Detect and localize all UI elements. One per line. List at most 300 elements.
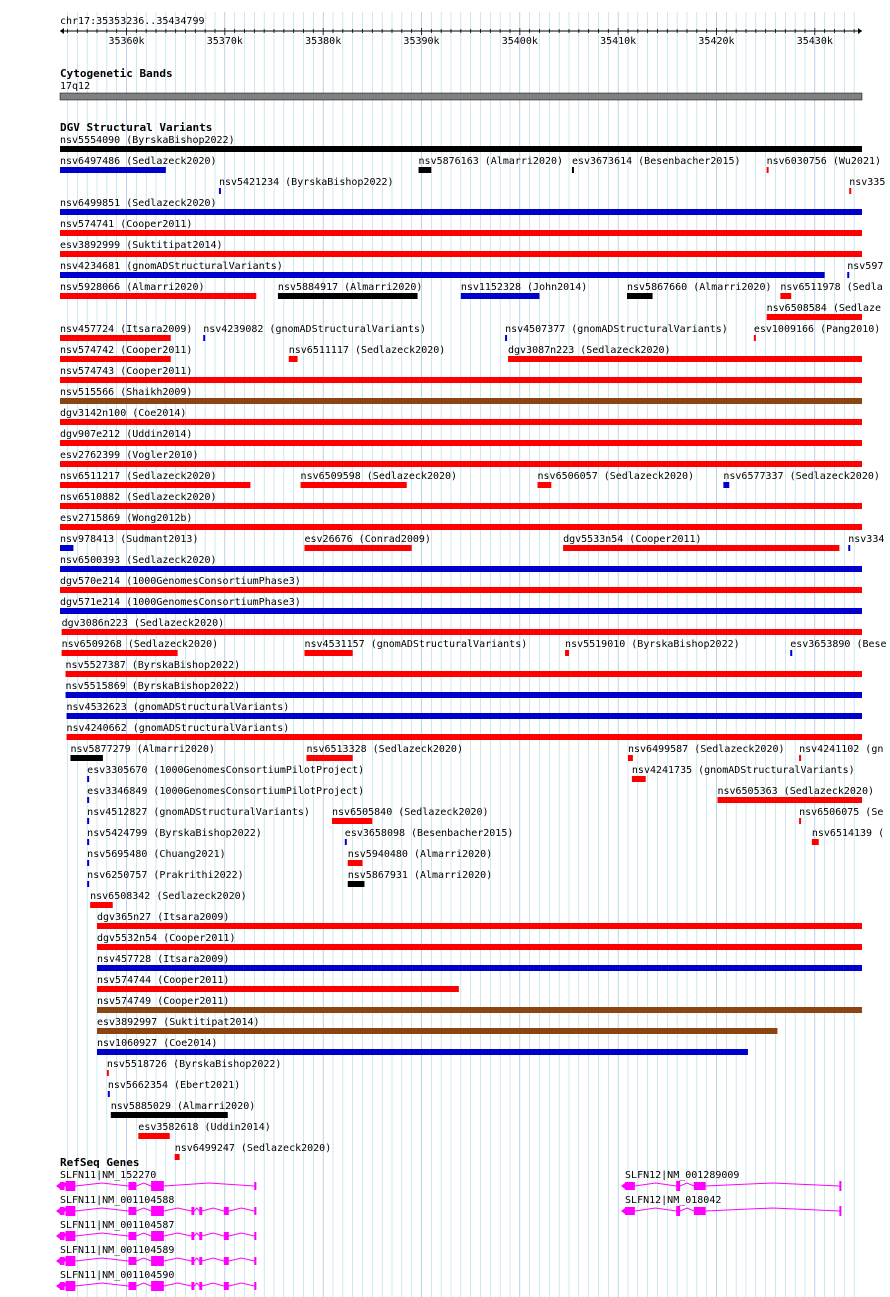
strand-arrow-icon	[621, 1208, 625, 1214]
dgv-variant[interactable]	[97, 996, 862, 1013]
variant-label: nsv4532623 (gnomADStructuralVariants)	[66, 702, 290, 713]
variant-label: nsv5527387 (ByrskaBishop2022)	[65, 660, 241, 671]
dgv-variant[interactable]	[278, 282, 423, 299]
variant-label: nsv574741 (Cooper2011)	[60, 219, 193, 230]
dgv-variant[interactable]	[97, 1038, 748, 1055]
gene-label: SLFN11|NM_152270	[60, 1170, 157, 1181]
dgv-track	[60, 121, 887, 1160]
variant-label: nsv5877279 (Almarri2020)	[70, 744, 215, 755]
ruler-tick-label: 35400k	[501, 36, 538, 47]
variant-label: nsv6497486 (Sedlazeck2020)	[60, 156, 217, 167]
variant-label: esv3582618 (Uddin2014)	[138, 1122, 271, 1133]
variant-label: dgv571e214 (1000GenomesConsortiumPhase3)	[60, 597, 301, 608]
variant-label: dgv3087n223 (Sedlazeck2020)	[508, 345, 671, 356]
dgv-variant[interactable]	[780, 282, 882, 299]
variant-bar[interactable]	[60, 146, 862, 152]
variant-bar[interactable]	[847, 272, 849, 278]
variant-label: nsv6508342 (Sedlazeck2020)	[90, 891, 247, 902]
variant-label: esv3346849 (1000GenomesConsortiumPilotProject)	[87, 786, 365, 797]
variant-label: esv1009166 (Pang2010)	[753, 324, 881, 335]
dgv-variant[interactable]	[107, 1059, 282, 1076]
variant-label: esv3658098 (Besenbacher2015)	[344, 828, 514, 839]
dgv-variant[interactable]	[70, 744, 215, 761]
gene-exon[interactable]	[151, 1206, 164, 1216]
variant-label: nsv5885029 (Almarri2020)	[110, 1101, 256, 1112]
dgv-variant[interactable]	[97, 912, 862, 929]
strand-arrow-icon	[56, 1208, 60, 1214]
variant-bar[interactable]	[97, 986, 459, 992]
gene-label: SLFN11|NM_001104590	[60, 1270, 175, 1281]
variant-label: nsv6577337 (Sedlazeck2020)	[723, 471, 880, 482]
variant-bar[interactable]	[790, 650, 792, 656]
variant-label: nsv5928066 (Almarri2020)	[60, 282, 205, 293]
variant-label: nsv574742 (Cooper2011)	[60, 345, 193, 356]
dgv-variant[interactable]	[538, 471, 695, 488]
variant-label: nsv5424799 (ByrskaBishop2022)	[87, 828, 262, 839]
variant-label: nsv6250757 (Prakrithi2022)	[87, 870, 244, 881]
variant-label: nsv5662354 (Ebert2021)	[107, 1080, 241, 1091]
variant-bar[interactable]	[62, 629, 862, 635]
variant-bar[interactable]	[301, 482, 407, 488]
refseq-gene[interactable]	[621, 1195, 841, 1216]
dgv-variant[interactable]	[97, 954, 862, 971]
dgv-variant[interactable]	[60, 156, 217, 173]
variant-label: dgv365n27 (Itsara2009)	[97, 912, 230, 923]
variant-label: nsv574743 (Cooper2011)	[60, 366, 193, 377]
gene-exon[interactable]	[151, 1256, 164, 1266]
variant-bar[interactable]	[60, 167, 166, 173]
variant-bar[interactable]	[87, 881, 89, 887]
dgv-variant[interactable]	[849, 177, 885, 194]
variant-bar[interactable]	[780, 293, 791, 299]
ruler-tick-label: 35430k	[796, 36, 833, 47]
gene-exon[interactable]	[128, 1182, 136, 1190]
dgv-variant[interactable]	[799, 744, 883, 761]
variant-bar[interactable]	[203, 335, 205, 341]
variant-bar[interactable]	[461, 293, 540, 299]
variant-bar[interactable]	[799, 755, 801, 761]
dgv-variant[interactable]	[90, 891, 247, 908]
variant-bar[interactable]	[60, 440, 862, 446]
variant-bar[interactable]	[767, 314, 862, 320]
dgv-variant[interactable]	[717, 786, 874, 803]
variant-label: nsv6505840 (Sedlazeck2020)	[332, 807, 489, 818]
variant-label: esv2762399 (Vogler2010)	[60, 450, 199, 461]
variant-bar[interactable]	[97, 923, 862, 929]
gene-exon[interactable]	[676, 1206, 680, 1216]
variant-label: nsv978413 (Sudmant2013)	[60, 534, 199, 545]
variant-label: nsv4507377 (gnomADStructuralVariants)	[505, 324, 728, 335]
dgv-variant[interactable]	[60, 345, 192, 362]
gene-exon[interactable]	[839, 1206, 841, 1216]
variant-label: nsv574749 (Cooper2011)	[97, 996, 230, 1007]
ruler-tick-label: 35360k	[108, 36, 145, 47]
variant-label: nsv574744 (Cooper2011)	[97, 975, 230, 986]
variant-bar[interactable]	[62, 650, 178, 656]
variant-bar[interactable]	[723, 482, 729, 488]
variant-bar[interactable]	[60, 461, 862, 467]
variant-bar[interactable]	[60, 545, 73, 551]
gene-exon[interactable]	[191, 1282, 194, 1290]
dgv-variant[interactable]	[754, 324, 880, 341]
variant-label: nsv5554090 (ByrskaBishop2022)	[60, 135, 235, 146]
gene-exon[interactable]	[199, 1232, 202, 1240]
refseq-gene[interactable]	[56, 1270, 256, 1291]
strand-arrow-icon	[56, 1183, 60, 1189]
variant-label: dgv570e214 (1000GenomesConsortiumPhase3)	[60, 576, 301, 587]
strand-arrow-icon	[56, 1233, 60, 1239]
variant-bar[interactable]	[108, 1091, 110, 1097]
dgv-variant[interactable]	[419, 156, 564, 173]
dgv-variant[interactable]	[67, 702, 862, 719]
gene-exon[interactable]	[625, 1182, 635, 1190]
ruler-tick-label: 35420k	[698, 36, 735, 47]
gene-exon[interactable]	[254, 1207, 256, 1215]
variant-bar[interactable]	[767, 167, 769, 173]
variant-bar[interactable]	[849, 188, 851, 194]
dgv-variant[interactable]	[87, 786, 364, 803]
variant-label: nsv5867931 (Almarri2020)	[347, 870, 493, 881]
gene-exon[interactable]	[625, 1207, 635, 1215]
dgv-variant[interactable]	[111, 1101, 256, 1118]
dgv-variant[interactable]	[847, 261, 883, 278]
dgv-variant[interactable]	[203, 324, 426, 341]
variant-label: nsv5518726 (ByrskaBishop2022)	[106, 1059, 282, 1070]
dgv-variant[interactable]	[572, 156, 741, 173]
variant-bar[interactable]	[60, 335, 171, 341]
variant-label: nsv515566 (Shaikh2009)	[60, 387, 193, 398]
dgv-variant[interactable]	[790, 639, 886, 656]
variant-label: nsv5515869 (ByrskaBishop2022)	[65, 681, 241, 692]
dgv-variant[interactable]	[97, 975, 459, 992]
variant-bar[interactable]	[419, 167, 432, 173]
variant-bar[interactable]	[67, 713, 862, 719]
variant-bar[interactable]	[278, 293, 418, 299]
variant-label: dgv3086n223 (Sedlazeck2020)	[61, 618, 225, 629]
variant-label: esv3305670 (1000GenomesConsortiumPilotProject)	[87, 765, 365, 776]
variant-label: esv3673614 (Besenbacher2015)	[571, 156, 741, 167]
variant-bar[interactable]	[60, 482, 250, 488]
variant-bar[interactable]	[87, 797, 89, 803]
gene-exon[interactable]	[694, 1182, 706, 1190]
gene-exon[interactable]	[224, 1257, 229, 1265]
variant-label: nsv6511217 (Sedlazeck2020)	[60, 471, 217, 482]
variant-bar[interactable]	[87, 860, 89, 866]
variant-bar[interactable]	[97, 944, 862, 950]
variant-bar[interactable]	[60, 587, 862, 593]
variant-bar[interactable]	[67, 734, 862, 740]
variant-label: nsv6511117 (Sedlazeck2020)	[288, 345, 446, 356]
dgv-variant[interactable]	[138, 1122, 270, 1139]
dgv-variant[interactable]	[60, 534, 198, 551]
gene-exon[interactable]	[694, 1207, 706, 1215]
dgv-variant[interactable]	[306, 744, 463, 761]
gene-exon[interactable]	[254, 1232, 256, 1240]
variant-label: dgv5532n54 (Cooper2011)	[97, 933, 236, 944]
dgv-variant[interactable]	[87, 765, 364, 782]
variant-bar[interactable]	[60, 356, 171, 362]
variant-bar[interactable]	[632, 776, 646, 782]
gene-exon[interactable]	[254, 1182, 256, 1190]
variant-label: nsv6505363 (Sedlazeck2020)	[717, 786, 875, 797]
dgv-variant[interactable]	[304, 639, 527, 656]
gene-exon[interactable]	[254, 1282, 256, 1290]
variant-bar[interactable]	[60, 503, 862, 509]
dgv-variant[interactable]	[60, 471, 250, 488]
variant-bar[interactable]	[87, 818, 89, 824]
dgv-variant[interactable]	[219, 177, 394, 194]
dgv-variant[interactable]	[62, 639, 219, 656]
dgv-variant[interactable]	[87, 828, 262, 845]
variant-bar[interactable]	[87, 839, 89, 845]
dgv-variant[interactable]	[97, 933, 862, 950]
gene-exon[interactable]	[199, 1282, 202, 1290]
variant-bar[interactable]	[60, 524, 862, 530]
dgv-variant[interactable]	[627, 282, 772, 299]
variant-bar[interactable]	[799, 818, 801, 824]
variant-label: nsv1152328 (John2014)	[460, 282, 588, 293]
variant-bar[interactable]	[60, 209, 862, 215]
gene-exon[interactable]	[151, 1181, 164, 1191]
variant-bar[interactable]	[572, 167, 574, 173]
variant-label: nsv1060927 (Coe2014)	[97, 1038, 218, 1049]
variant-label: esv26676 (Conrad2009)	[304, 534, 431, 545]
variant-label: nsv4234681 (gnomADStructuralVariants)	[60, 261, 283, 272]
variant-bar[interactable]	[332, 818, 372, 824]
refseq-gene[interactable]	[56, 1245, 256, 1266]
dgv-variant[interactable]	[767, 156, 881, 173]
refseq-gene[interactable]	[56, 1170, 256, 1191]
variant-bar[interactable]	[348, 881, 365, 887]
gene-exon[interactable]	[60, 1257, 65, 1265]
variant-bar[interactable]	[60, 566, 862, 572]
variant-bar[interactable]	[345, 839, 347, 845]
variant-bar[interactable]	[505, 335, 507, 341]
variant-label: nsv6499587 (Sedlazeck2020)	[627, 744, 785, 755]
gene-exon[interactable]	[224, 1232, 229, 1240]
gene-exon[interactable]	[224, 1282, 229, 1290]
dgv-variant[interactable]	[60, 261, 825, 278]
variant-label: nsv457724 (Itsara2009)	[60, 324, 193, 335]
variant-bar[interactable]	[60, 398, 862, 404]
variant-label: nsv334	[848, 534, 885, 545]
variant-bar[interactable]	[60, 608, 862, 614]
gene-exon[interactable]	[60, 1207, 65, 1215]
variant-label: nsv4240662 (gnomADStructuralVariants)	[66, 723, 290, 734]
variant-label: nsv4239082 (gnomADStructuralVariants)	[203, 324, 426, 335]
dgv-variant[interactable]	[461, 282, 587, 299]
gene-exon[interactable]	[60, 1182, 65, 1190]
variant-bar[interactable]	[754, 335, 756, 341]
dgv-variant[interactable]	[508, 345, 862, 362]
refseq-track-title: RefSeq Genes	[60, 1156, 140, 1169]
gene-exon[interactable]	[128, 1282, 136, 1290]
variant-label: nsv6506057 (Sedlazeck2020)	[537, 471, 695, 482]
refseq-gene[interactable]	[56, 1220, 256, 1241]
variant-label: dgv5533n54 (Cooper2011)	[563, 534, 702, 545]
variant-bar[interactable]	[848, 545, 850, 551]
dgv-variant[interactable]	[289, 345, 446, 362]
gene-exon[interactable]	[60, 1282, 65, 1290]
variant-label: nsv6030756 (Wu2021)	[766, 156, 882, 167]
variant-label: nsv5940480 (Almarri2020)	[347, 849, 493, 860]
dgv-variant[interactable]	[87, 870, 244, 887]
gene-exon[interactable]	[191, 1232, 194, 1240]
variant-bar[interactable]	[304, 650, 352, 656]
dgv-variant[interactable]	[66, 681, 862, 698]
variant-label: nsv5876163 (Almarri2020)	[418, 156, 564, 167]
refseq-gene[interactable]	[56, 1195, 256, 1216]
variant-label: nsv6509268 (Sedlazeck2020)	[61, 639, 219, 650]
dgv-variant[interactable]	[563, 534, 839, 551]
variant-label: esv3892997 (Suktitipat2014)	[97, 1017, 260, 1028]
dgv-variant[interactable]	[632, 765, 855, 782]
variant-bar[interactable]	[348, 860, 363, 866]
variant-label: esv3892999 (Suktitipat2014)	[60, 240, 223, 251]
variant-label: dgv907e212 (Uddin2014)	[60, 429, 193, 440]
variant-bar[interactable]	[628, 755, 633, 761]
dgv-variant[interactable]	[505, 324, 728, 341]
gene-exon[interactable]	[66, 1256, 76, 1266]
gene-label: SLFN11|NM_001104588	[60, 1195, 175, 1206]
cytoband-track-title: Cytogenetic Bands	[60, 67, 173, 80]
gene-exon[interactable]	[224, 1207, 229, 1215]
gene-exon[interactable]	[66, 1281, 76, 1291]
dgv-variant[interactable]	[87, 807, 310, 824]
dgv-variant[interactable]	[60, 324, 192, 341]
dgv-variant[interactable]	[767, 303, 881, 320]
variant-bar[interactable]	[66, 692, 862, 698]
variant-bar[interactable]	[304, 545, 411, 551]
variant-bar[interactable]	[60, 272, 825, 278]
variant-label: nsv5695480 (Chuang2021)	[87, 849, 226, 860]
variant-bar[interactable]	[60, 230, 862, 236]
variant-label: nsv4241102 (gn	[799, 744, 884, 755]
gene-exon[interactable]	[128, 1257, 136, 1265]
dgv-variant[interactable]	[301, 471, 458, 488]
dgv-variant[interactable]	[565, 639, 740, 656]
variant-bar[interactable]	[97, 1049, 748, 1055]
variant-bar[interactable]	[70, 755, 102, 761]
strand-arrow-icon	[56, 1258, 60, 1264]
variant-label: nsv457728 (Itsara2009)	[97, 954, 230, 965]
variant-bar[interactable]	[219, 188, 221, 194]
gene-exon[interactable]	[199, 1207, 202, 1215]
gene-exon[interactable]	[128, 1207, 136, 1215]
gene-exon[interactable]	[676, 1181, 680, 1191]
dgv-track-title: DGV Structural Variants	[60, 121, 213, 134]
variant-label: nsv4531157 (gnomADStructuralVariants)	[304, 639, 528, 650]
variant-label: nsv335	[849, 177, 886, 188]
cytoband-bar[interactable]	[60, 93, 862, 100]
variant-bar[interactable]	[60, 377, 862, 383]
variant-bar[interactable]	[538, 482, 552, 488]
variant-bar[interactable]	[97, 1007, 862, 1013]
variant-label: nsv5867660 (Almarri2020)	[627, 282, 772, 293]
variant-bar[interactable]	[508, 356, 862, 362]
variant-bar[interactable]	[565, 650, 569, 656]
ruler-tick-label: 35380k	[305, 36, 342, 47]
gene-label: SLFN12|NM_018042	[625, 1195, 722, 1206]
variant-bar[interactable]	[66, 671, 862, 677]
variant-bar[interactable]	[97, 965, 862, 971]
dgv-variant[interactable]	[812, 828, 884, 845]
gene-exon[interactable]	[66, 1181, 76, 1191]
dgv-variant[interactable]	[97, 1017, 777, 1034]
dgv-variant[interactable]	[62, 618, 862, 635]
gene-label: SLFN11|NM_001104589	[60, 1245, 175, 1256]
gene-exon[interactable]	[128, 1232, 136, 1240]
gene-exon[interactable]	[66, 1206, 76, 1216]
variant-bar[interactable]	[97, 1028, 777, 1034]
variant-label: nsv5884917 (Almarri2020)	[277, 282, 423, 293]
variant-label: nsv6506075 (Se	[799, 807, 884, 818]
variant-label: nsv6499851 (Sedlazeck2020)	[60, 198, 217, 209]
variant-label: nsv6499247 (Sedlazeck2020)	[174, 1143, 332, 1154]
strand-arrow-icon	[621, 1183, 625, 1189]
variant-label: nsv6511978 (Sedla	[780, 282, 883, 293]
dgv-variant[interactable]	[60, 282, 256, 299]
gene-exon[interactable]	[199, 1257, 202, 1265]
gene-label: SLFN11|NM_001104587	[60, 1220, 175, 1231]
variant-bar[interactable]	[60, 251, 862, 257]
dgv-variant[interactable]	[175, 1143, 332, 1160]
variant-bar[interactable]	[717, 797, 862, 803]
variant-bar[interactable]	[87, 776, 89, 782]
variant-label: dgv3142n100 (Coe2014)	[60, 408, 187, 419]
dgv-variant[interactable]	[848, 534, 884, 551]
gene-exon[interactable]	[151, 1231, 164, 1241]
gene-label: SLFN12|NM_001289009	[625, 1170, 740, 1181]
variant-label: nsv5421234 (ByrskaBishop2022)	[218, 177, 394, 188]
variant-bar[interactable]	[60, 293, 256, 299]
refseq-track	[56, 1156, 841, 1291]
dgv-variant[interactable]	[723, 471, 880, 488]
gene-exon[interactable]	[66, 1231, 76, 1241]
gene-exon[interactable]	[254, 1257, 256, 1265]
dgv-variant[interactable]	[332, 807, 489, 824]
dgv-variant[interactable]	[67, 723, 862, 740]
gene-exon[interactable]	[191, 1207, 194, 1215]
dgv-variant[interactable]	[66, 660, 862, 677]
gene-exon[interactable]	[839, 1181, 841, 1191]
gene-exon[interactable]	[151, 1281, 164, 1291]
variant-label: nsv6510882 (Sedlazeck2020)	[60, 492, 217, 503]
refseq-gene[interactable]	[621, 1170, 841, 1191]
variant-label: nsv6500393 (Sedlazeck2020)	[60, 555, 217, 566]
dgv-variant[interactable]	[628, 744, 785, 761]
variant-bar[interactable]	[812, 839, 819, 845]
variant-bar[interactable]	[111, 1112, 228, 1118]
variant-bar[interactable]	[90, 902, 113, 908]
variant-bar[interactable]	[289, 356, 298, 362]
dgv-variant[interactable]	[799, 807, 883, 824]
variant-bar[interactable]	[563, 545, 839, 551]
variant-label: nsv6513328 (Sedlazeck2020)	[306, 744, 463, 755]
variant-bar[interactable]	[627, 293, 653, 299]
dgv-variant[interactable]	[345, 828, 514, 845]
region-label: chr17:35353236..35434799	[60, 16, 205, 27]
ruler-tick-label: 35390k	[403, 36, 440, 47]
gene-exon[interactable]	[60, 1232, 65, 1240]
variant-bar[interactable]	[107, 1070, 109, 1076]
dgv-variant[interactable]	[108, 1080, 240, 1097]
variant-bar[interactable]	[138, 1133, 169, 1139]
gene-exon[interactable]	[191, 1257, 194, 1265]
variant-bar[interactable]	[60, 419, 862, 425]
variant-bar[interactable]	[306, 755, 352, 761]
variant-bar[interactable]	[175, 1154, 180, 1160]
